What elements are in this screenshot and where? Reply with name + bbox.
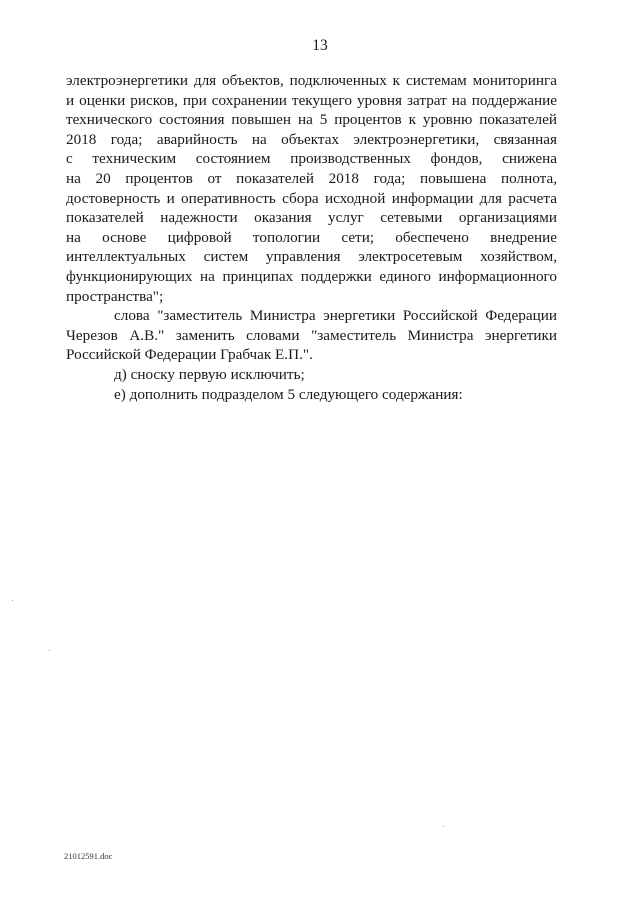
text-line: с техническим состоянием производственных фондов, снижена [66,150,557,168]
document-code: 21012591.doc [64,851,113,861]
text-line: электроэнергетики для объектов, подключенных к системам мониторинга [66,72,557,89]
text-line: слова "заместитель Министра энергетики Российской Федерации [114,307,557,325]
text-line: на 20 процентов от показателей 2018 года; повышена полнота, [66,169,557,187]
text-line: технического состояния повышен на 5 процентов к уровню показателей [66,111,557,129]
text-line: показателей надежности оказания услуг сетевыми организациями [66,209,557,227]
text-line: Черезов А.В." заменить словами "заместитель Министра энергетики [66,326,557,344]
text-line: е) дополнить подразделом 5 следующего содержания: [114,385,463,403]
text-line: и оценки рисков, при сохранении текущего уровня затрат на поддержание [66,91,557,109]
text-line: пространства"; [66,287,164,305]
body-text [66,71,557,404]
text-line: д) сноску первую исключить; [114,365,305,383]
page-number: 13 [312,37,328,54]
text-line: на основе цифровой топологии сети; обеспечено внедрение [66,228,557,246]
text-line: функционирующих на принципах поддержки единого информационного [66,267,557,285]
scan-speck [443,826,444,827]
text-line: интеллектуальных систем управления электросетевым хозяйством, [66,248,557,266]
scan-speck [12,600,13,601]
text-line: 2018 года; аварийность на объектах электроэнергетики, связанная [66,130,557,148]
scan-speck [49,650,50,651]
text-line: Российской Федерации Грабчак Е.П.". [66,346,313,364]
text-line: достоверность и оперативность сбора исходной информации для расчета [66,189,557,207]
